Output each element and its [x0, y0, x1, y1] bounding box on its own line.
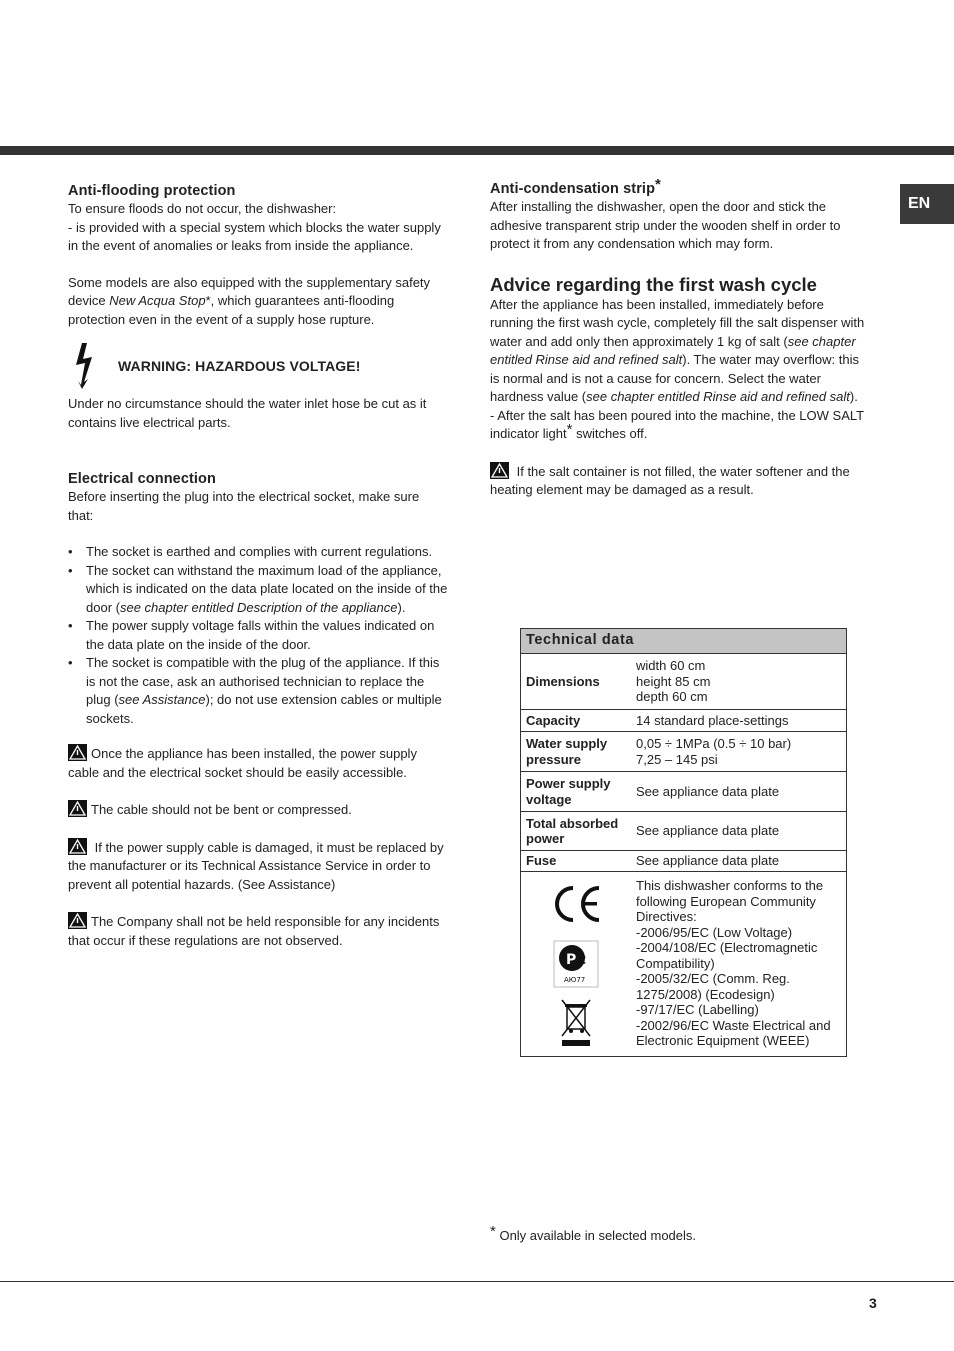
lightning-bolt-icon — [68, 341, 102, 391]
table-row: Fuse See appliance data plate — [521, 851, 847, 872]
svg-text:АЮ77: АЮ77 — [564, 975, 586, 984]
anti-condensation-title: Anti-condensation strip* — [490, 176, 661, 197]
bottom-rule — [0, 1281, 954, 1282]
warning-accessible: Once the appliance has been installed, the power supply cable and the electrical socket should be easily accessible. — [68, 746, 417, 780]
salt-warning: If the salt container is not filled, the water softener and the heating element may be damaged as a result. — [490, 463, 850, 497]
table-row: Capacity 14 standard place-settings — [521, 710, 847, 732]
anti-flooding-title: Anti-flooding protection — [68, 183, 236, 199]
list-item: • The socket is earthed and complies with current regulations. — [86, 543, 448, 562]
page-number: 3 — [869, 1295, 877, 1311]
ce-mark-icon — [549, 882, 603, 926]
list-item: • The power supply voltage falls within the values indicated on the data plate on the inside of the door. — [86, 617, 448, 654]
warning-triangle-icon — [68, 800, 87, 817]
left-column — [68, 182, 448, 950]
table-row: Dimensions width 60 cm height 85 cm depth 60 cm — [521, 654, 847, 710]
voltage-warning-text: Under no circumstance should the water inlet hose be cut as it contains live electrical parts. — [68, 396, 427, 430]
warning-triangle-icon — [68, 838, 87, 855]
warning-cable-bent: The cable should not be bent or compressed. — [68, 800, 448, 820]
warning-triangle-icon — [490, 462, 509, 479]
weee-bin-icon — [558, 998, 594, 1048]
electrical-title: Electrical connection — [68, 471, 216, 487]
top-rule — [0, 146, 954, 155]
table-header: Technical data — [521, 629, 847, 654]
anti-condensation-text: After installing the dishwasher, open the door and stick the adhesive transparent strip under the wooden shelf in order to protect it from any condensation which may form. — [490, 199, 841, 251]
warning-triangle-icon — [68, 912, 87, 929]
right-column — [490, 176, 865, 500]
table-row: Total absorbed power See appliance data plate — [521, 812, 847, 851]
warning-company: The Company shall not be held responsible for any incidents that occur if these regulations are not observed. — [68, 914, 440, 948]
eac-certification-icon — [553, 940, 599, 988]
anti-flooding-system: - is provided with a special system which blocks the water supply in the event of anomalies or leaks from inside the appliance. — [68, 219, 441, 253]
footnote: * Only available in selected models. — [490, 1223, 697, 1243]
technical-data-table — [520, 628, 847, 1057]
advice-text: After the appliance has been installed, immediately before running the first wash cycle, completely fill the salt dispenser with water and add only then approximately 1 kg of salt (see chapter entitled Rinse aid and refined salt). The water may overflow: this is normal and is not a cause for concern. Select the water hardness value (see chapter entitled Rinse aid and refined salt). - After the salt has been poured into the machine, the LOW SALT indicator light* switches off. — [490, 296, 865, 441]
table-row — [521, 871, 847, 1056]
svg-text:С: С — [578, 953, 587, 967]
conformity-text: This dishwasher conforms to the following European Community Directives: -2006/95/EC (Low Voltage) -2004/108/EC (Electromagnetic Compatibility) -2005/32/EC (Comm. Reg. 1275/2008) (Ecodesign) -97/17/EC (Labelling) -2002/96/EC Waste Electrical and Electronic Equipment (WEEE) — [631, 871, 847, 1056]
voltage-warning-title: WARNING: HAZARDOUS VOLTAGE! — [118, 358, 361, 374]
warning-cable-damaged: If the power supply cable is damaged, it must be replaced by the manufacturer or its Technical Assistance Service in order to prevent all potential hazards. (See Assistance) — [68, 839, 444, 892]
table-row: Water supply pressure 0,05 ÷ 1MPa (0.5 ÷ 10 bar) 7,25 – 145 psi — [521, 732, 847, 772]
electrical-intro: Before inserting the plug into the electrical socket, make sure that: — [68, 489, 420, 523]
list-item: • The socket can withstand the maximum load of the appliance, which is indicated on the data plate located on the inside of the door (see chapter entitled Description of the appliance). — [86, 562, 448, 618]
voltage-warning — [68, 341, 448, 391]
table-row: Power supply voltage See appliance data plate — [521, 772, 847, 812]
certification-marks — [521, 871, 632, 1056]
anti-flooding-intro: To ensure floods do not occur, the dishwasher: — [68, 201, 337, 216]
svg-text:Р: Р — [566, 951, 577, 968]
acqua-stop-paragraph: Some models are also equipped with the supplementary safety device New Acqua Stop*, which guarantees anti-flooding protection even in the event of a supply hose rupture. — [68, 274, 431, 327]
list-item: • The socket is compatible with the plug of the appliance. If this is not the case, ask an authorised technician to replace the plug (see Assistance); do not use extension cables or multiple sockets. — [86, 654, 448, 728]
language-tab: EN — [900, 184, 954, 224]
electrical-list — [68, 543, 448, 728]
advice-title: Advice regarding the first wash cycle — [490, 273, 817, 295]
warning-triangle-icon — [68, 744, 87, 761]
